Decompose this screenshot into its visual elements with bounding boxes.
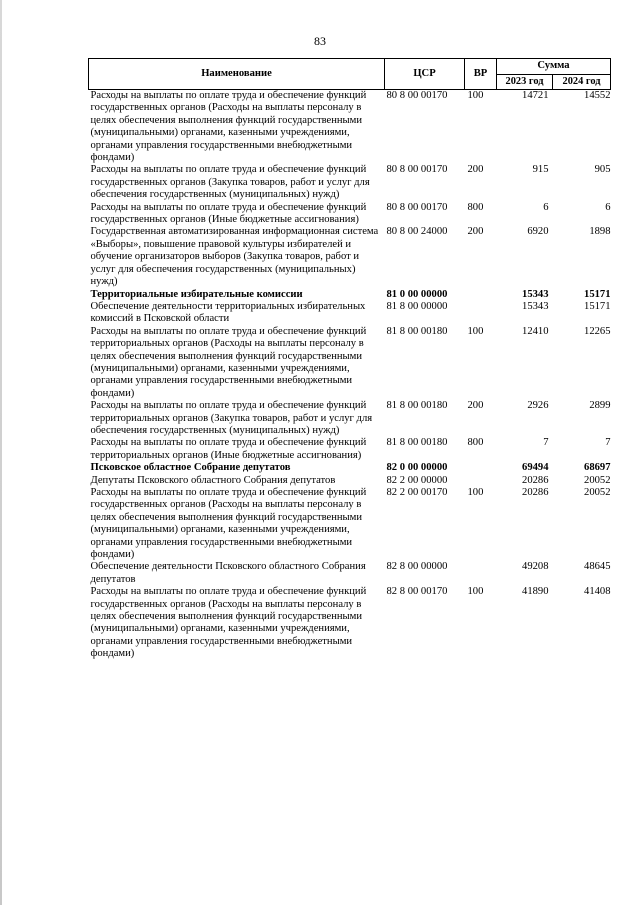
row-csr: 82 8 00 00000 (386, 561, 448, 573)
row-amount-2023: 12410 (522, 325, 549, 337)
table-row (89, 226, 611, 288)
table-header (89, 59, 611, 90)
row-amount-2024: 2899 (589, 400, 611, 412)
row-name: Территориальные избирательные комиссии (90, 288, 303, 300)
table-row (89, 462, 611, 474)
header-year-2024: 2024 год (553, 74, 611, 90)
row-vr (465, 289, 497, 301)
row-name: Депутаты Псковского областного Собрания депутатов (90, 474, 336, 486)
table-row (89, 475, 611, 487)
row-csr: 81 0 00 00000 (386, 288, 448, 300)
row-name: Расходы на выплаты по оплате труда и обеспечение функций государственных органов (Иные бюджетные ассигнования) (90, 201, 367, 226)
row-csr: 80 8 00 00170 (386, 201, 448, 213)
table-row (89, 90, 611, 165)
row-name: Расходы на выплаты по оплате труда и обеспечение функций территориальных органов (Закупка товаров, работ и услуг для обеспечения государственных (муниципальных) нужд) (90, 400, 373, 436)
header-sum: Сумма (497, 59, 611, 75)
table-row (89, 400, 611, 437)
row-name: Расходы на выплаты по оплате труда и обеспечение функций государственных органов (Расходы на выплаты персоналу в целях обеспечения выполнения функций государственными (муниципальными) органами, казенными учреждениями, органами управления государственными внебюджетными фондами) (90, 90, 367, 164)
header-csr: ЦСР (385, 59, 465, 90)
row-amount-2023: 6 (543, 201, 549, 213)
row-vr: 100 (467, 586, 484, 598)
table-body (89, 90, 611, 661)
row-name: Обеспечение деятельности Псковского областного Собрания депутатов (90, 561, 366, 585)
row-name: Псковское областное Собрание депутатов (90, 462, 291, 474)
row-amount-2024: 7 (605, 437, 611, 449)
table-row (89, 326, 611, 400)
row-amount-2024: 48645 (584, 561, 611, 573)
row-amount-2023: 20286 (522, 474, 549, 486)
row-amount-2023: 20286 (522, 487, 549, 498)
row-amount-2024: 20052 (584, 474, 611, 486)
row-amount-2023: 7 (543, 437, 549, 449)
row-vr: 800 (467, 201, 484, 213)
row-name: Расходы на выплаты по оплате труда и обеспечение функций государственных органов (Расходы на выплаты персоналу в целях обеспечения выполнения функций государственными (муниципальными) органами, казенными учреждениями, органами управления государственными внебюджетными фондами) (90, 487, 367, 561)
row-amount-2023: 41890 (522, 586, 549, 598)
row-amount-2024: 68697 (584, 462, 611, 474)
table-row (89, 487, 611, 561)
row-amount-2024: 20052 (584, 487, 611, 498)
row-name: Расходы на выплаты по оплате труда и обеспечение функций территориальных органов (Иные бюджетные ассигнования) (90, 437, 367, 461)
row-amount-2024: 15171 (584, 300, 611, 312)
row-csr: 82 2 00 00170 (386, 487, 448, 498)
row-vr: 800 (467, 437, 484, 449)
row-vr: 100 (467, 325, 484, 337)
row-vr: 100 (467, 90, 484, 101)
header-name: Наименование (89, 59, 385, 90)
row-csr: 80 8 00 00170 (386, 164, 448, 176)
table-row (89, 164, 611, 201)
page-edge (0, 0, 2, 905)
row-amount-2024: 12265 (584, 325, 611, 337)
table-row (89, 586, 611, 660)
row-vr: 200 (467, 400, 484, 412)
row-vr (465, 462, 497, 474)
row-name: Расходы на выплаты по оплате труда и обеспечение функций государственных органов (Расходы на выплаты персоналу в целях обеспечения выполнения функций государственными (муниципальными) органами, казенными учреждениями, органами управления государственными внебюджетными фондами) (90, 586, 367, 660)
row-csr: 80 8 00 00170 (386, 90, 448, 101)
row-amount-2023: 15343 (522, 300, 549, 312)
table-row (89, 289, 611, 301)
row-name: Государственная автоматизированная информационная система «Выборы», повышение правовой культуры избирателей и обучение организаторов выборов (Закупка товаров, работ и услуг для обеспечения государственных (муниципальных) нужд) (90, 226, 379, 288)
row-csr: 81 8 00 00000 (386, 300, 448, 312)
page-number: 83 (314, 34, 326, 48)
row-csr: 81 8 00 00180 (386, 437, 448, 449)
table-row (89, 301, 611, 326)
row-amount-2024: 6 (605, 201, 611, 213)
row-amount-2024: 905 (594, 164, 611, 176)
row-name: Обеспечение деятельности территориальных избирательных комиссий в Псковской области (90, 300, 366, 325)
row-amount-2023: 6920 (527, 226, 549, 238)
row-vr: 200 (467, 164, 484, 176)
row-csr: 80 8 00 24000 (386, 226, 448, 238)
row-csr: 81 8 00 00180 (386, 325, 448, 337)
row-amount-2024: 14552 (584, 90, 611, 101)
row-name: Расходы на выплаты по оплате труда и обеспечение функций территориальных органов (Расходы на выплаты персоналу в целях обеспечения выполнения функций государственными (муниципальными) органами, казенными учреждениями, органами управления государственными внебюджетными фондами) (90, 325, 367, 399)
table-row (89, 561, 611, 586)
row-vr (465, 301, 497, 326)
row-vr: 100 (467, 487, 484, 498)
row-amount-2023: 49208 (522, 561, 549, 573)
row-vr (465, 561, 497, 586)
row-amount-2023: 69494 (522, 462, 549, 474)
budget-table (88, 58, 611, 661)
row-amount-2024: 1898 (589, 226, 611, 238)
row-vr (465, 475, 497, 487)
header-year-2023: 2023 год (497, 74, 553, 90)
row-amount-2024: 41408 (584, 586, 611, 598)
row-name: Расходы на выплаты по оплате труда и обеспечение функций государственных органов (Закупка товаров, работ и услуг для обеспечения государственных (муниципальных) нужд) (90, 164, 370, 201)
row-amount-2023: 14721 (522, 90, 549, 101)
budget-table-container (88, 58, 610, 661)
row-amount-2023: 915 (532, 164, 549, 176)
row-amount-2023: 2926 (527, 400, 549, 412)
row-csr: 82 0 00 00000 (386, 462, 448, 474)
row-csr: 82 2 00 00000 (386, 474, 448, 486)
row-amount-2024: 15171 (584, 288, 611, 300)
row-amount-2023: 15343 (522, 288, 549, 300)
row-vr: 200 (467, 226, 484, 238)
row-csr: 81 8 00 00180 (386, 400, 448, 412)
header-vr: ВР (465, 59, 497, 90)
table-row (89, 202, 611, 227)
table-row (89, 437, 611, 462)
row-csr: 82 8 00 00170 (386, 586, 448, 598)
